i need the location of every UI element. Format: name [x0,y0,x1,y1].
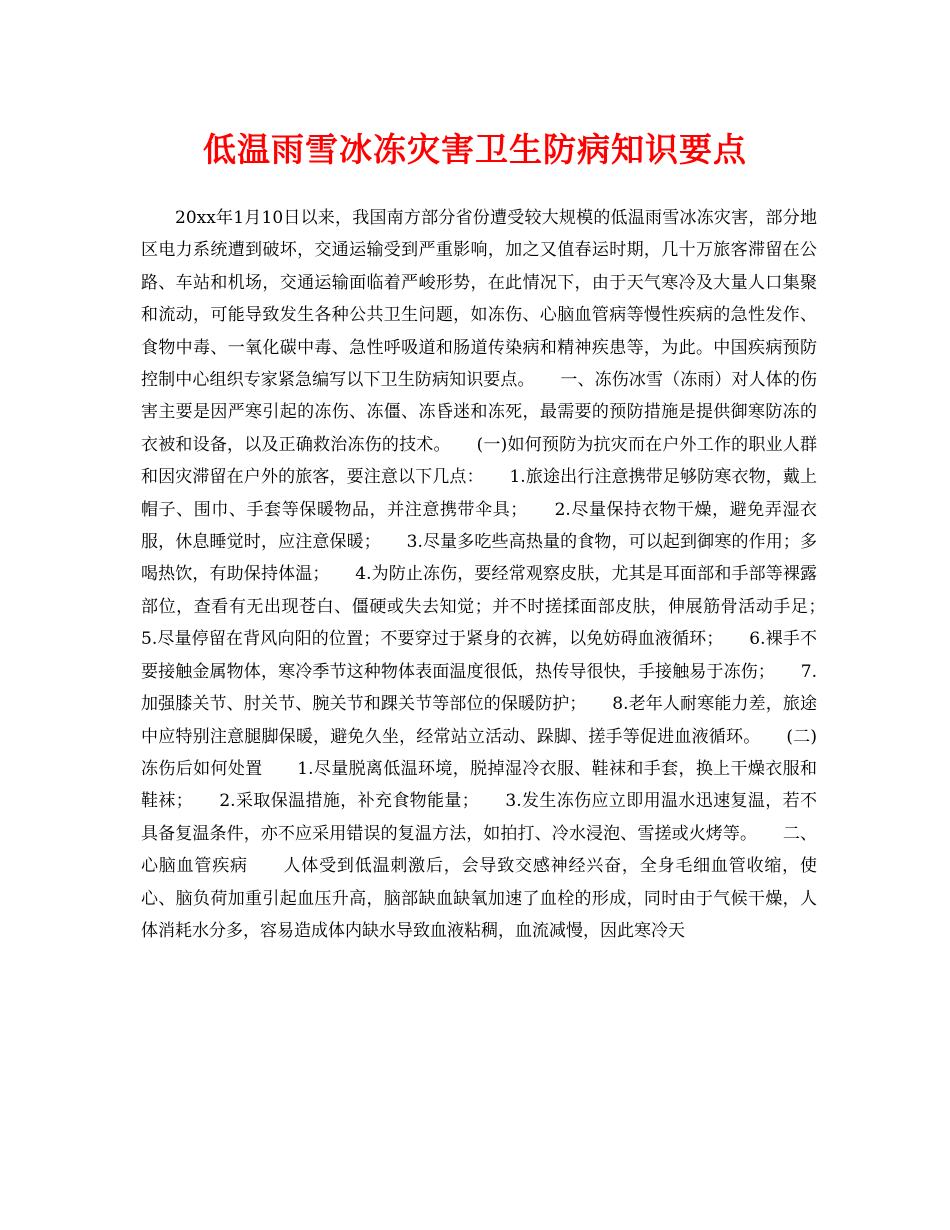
document-body: 20xx年1月10日以来，我国南方部分省份遭受较大规模的低温雨雪冰冻灾害，部分地区电力系统遭到破坏，交通运输受到严重影响，加之又值春运时期，几十万旅客滞留在公路、车站和机场，交通运输面临着严峻形势，在此情况下，由于天气寒冷及大量人口集聚和流动，可能导致发生各种公共卫生问题，如冻伤、心脑血管病等慢性疾病的急性发作、食物中毒、一氧化碳中毒、急性呼吸道和肠道传染病和精神疾患等，为此。中国疾病预防控制中心组织专家紧急编写以下卫生防病知识要点。 一、冻伤冰雪（冻雨）对人体的伤害主要是因严寒引起的冻伤、冻僵、冻昏迷和冻死，最需要的预防措施是提供御寒防冻的衣被和设备，以及正确救治冻伤的技术。 (一)如何预防为抗灾而在户外工作的职业人群和因灾滞留在户外的旅客，要注意以下几点： 1.旅途出行注意携带足够防寒衣物，戴上帽子、围巾、手套等保暖物品，并注意携带伞具； 2.尽量保持衣物干燥，避免弄湿衣服，休息睡觉时，应注意保暖； 3.尽量多吃些高热量的食物，可以起到御寒的作用；多喝热饮，有助保持体温； 4.为防止冻伤，要经常观察皮肤，尤其是耳面部和手部等裸露部位，查看有无出现苍白、僵硬或失去知觉；并不时搓揉面部皮肤，伸展筋骨活动手足； 5.尽量停留在背风向阳的位置；不要穿过于紧身的衣裤，以免妨碍血液循环； 6.裸手不要接触金属物体，寒冷季节这种物体表面温度很低，热传导很快，手接触易于冻伤； 7.加强膝关节、肘关节、腕关节和踝关节等部位的保暖防护； 8.老年人耐寒能力差，旅途中应特别注意腿脚保暖，避免久坐，经常站立活动、跺脚、搓手等促进血液循环。 (二)冻伤后如何处置 1.尽量脱离低温环境，脱掉湿冷衣服、鞋袜和手套，换上干燥衣服和鞋袜； 2.采取保温措施，补充食物能量； 3.发生冻伤应立即用温水迅速复温，若不具备复温条件，亦不应采用错误的复温方法，如拍打、冷水浸泡、雪搓或火烤等。 二、心脑血管疾病 人体受到低温刺激后，会导致交感神经兴奋，全身毛细血管收缩，使心、脑负荷加重引起血压升高，脑部缺血缺氧加速了血栓的形成，同时由于气候干燥，人体消耗水分多，容易造成体内缺水导致血液粘稠，血流减慢，因此寒冷天 [141,208,851,941]
document-title: 低温雨雪冰冻灾害卫生防病知识要点 [203,130,747,169]
